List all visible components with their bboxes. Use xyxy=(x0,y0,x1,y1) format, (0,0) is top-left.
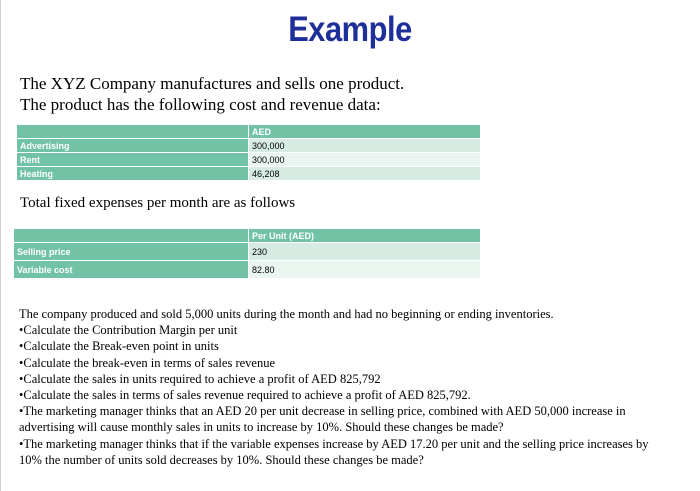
task-item: •Calculate the sales in units required to achieve a profit of AED 825,792 xyxy=(19,371,381,386)
per-unit-table xyxy=(13,228,481,279)
table-row xyxy=(17,167,481,181)
row-label-rent: Rent xyxy=(17,153,249,167)
intro-text xyxy=(20,73,404,115)
row-value-heating: 46,208 xyxy=(249,167,481,181)
row-label-selling-price: Selling price xyxy=(14,243,249,261)
task-item: •Calculate the break-even in terms of sales revenue xyxy=(19,355,275,370)
intro-line-2: The product has the following cost and revenue data: xyxy=(20,95,381,114)
fixed-costs-table xyxy=(16,124,481,181)
table-header-row xyxy=(17,125,481,139)
slide-title: Example xyxy=(288,10,412,49)
task-item: •The marketing manager thinks that an AED 20 per unit decrease in selling price, combined with AED 50,000 increase in advertising will cause monthly sales in units to increase by 10%. Should these changes be made? xyxy=(19,404,626,435)
slide-left-border xyxy=(0,0,1,491)
task-item: •Calculate the Break-even point in units xyxy=(19,339,219,354)
fixed-expenses-caption: Total fixed expenses per month are as follows xyxy=(20,195,296,211)
row-label-advertising: Advertising xyxy=(17,139,249,153)
header-cell-blank xyxy=(14,229,249,243)
row-label-heating: Heating xyxy=(17,167,249,181)
table-header-row xyxy=(14,229,481,243)
header-cell-blank xyxy=(17,125,249,139)
task-item: •Calculate the Contribution Margin per unit xyxy=(19,323,238,338)
row-value-rent: 300,000 xyxy=(249,153,481,167)
table-row xyxy=(17,153,481,167)
row-value-variable-cost: 82.80 xyxy=(249,261,481,279)
table-row xyxy=(14,243,481,261)
table-row xyxy=(14,261,481,279)
row-label-variable-cost: Variable cost xyxy=(14,261,249,279)
intro-line-1: The XYZ Company manufactures and sells one product. xyxy=(20,74,405,93)
task-item: •The marketing manager thinks that if the variable expenses increase by AED 17.20 per unit and the selling price increases by 10% the number of units sold decreases by 10%. Should these changes be made? xyxy=(19,436,649,467)
table-row xyxy=(17,139,481,153)
problem-text xyxy=(19,306,669,468)
header-cell-aed: AED xyxy=(249,125,481,139)
problem-statement: The company produced and sold 5,000 units during the month and had no beginning or ending inventories. xyxy=(19,307,554,321)
header-cell-per-unit: Per Unit (AED) xyxy=(249,229,481,243)
row-value-advertising: 300,000 xyxy=(249,139,481,153)
task-item: •Calculate the sales in terms of sales revenue required to achieve a profit of AED 825,792. xyxy=(19,388,471,403)
row-value-selling-price: 230 xyxy=(249,243,481,261)
